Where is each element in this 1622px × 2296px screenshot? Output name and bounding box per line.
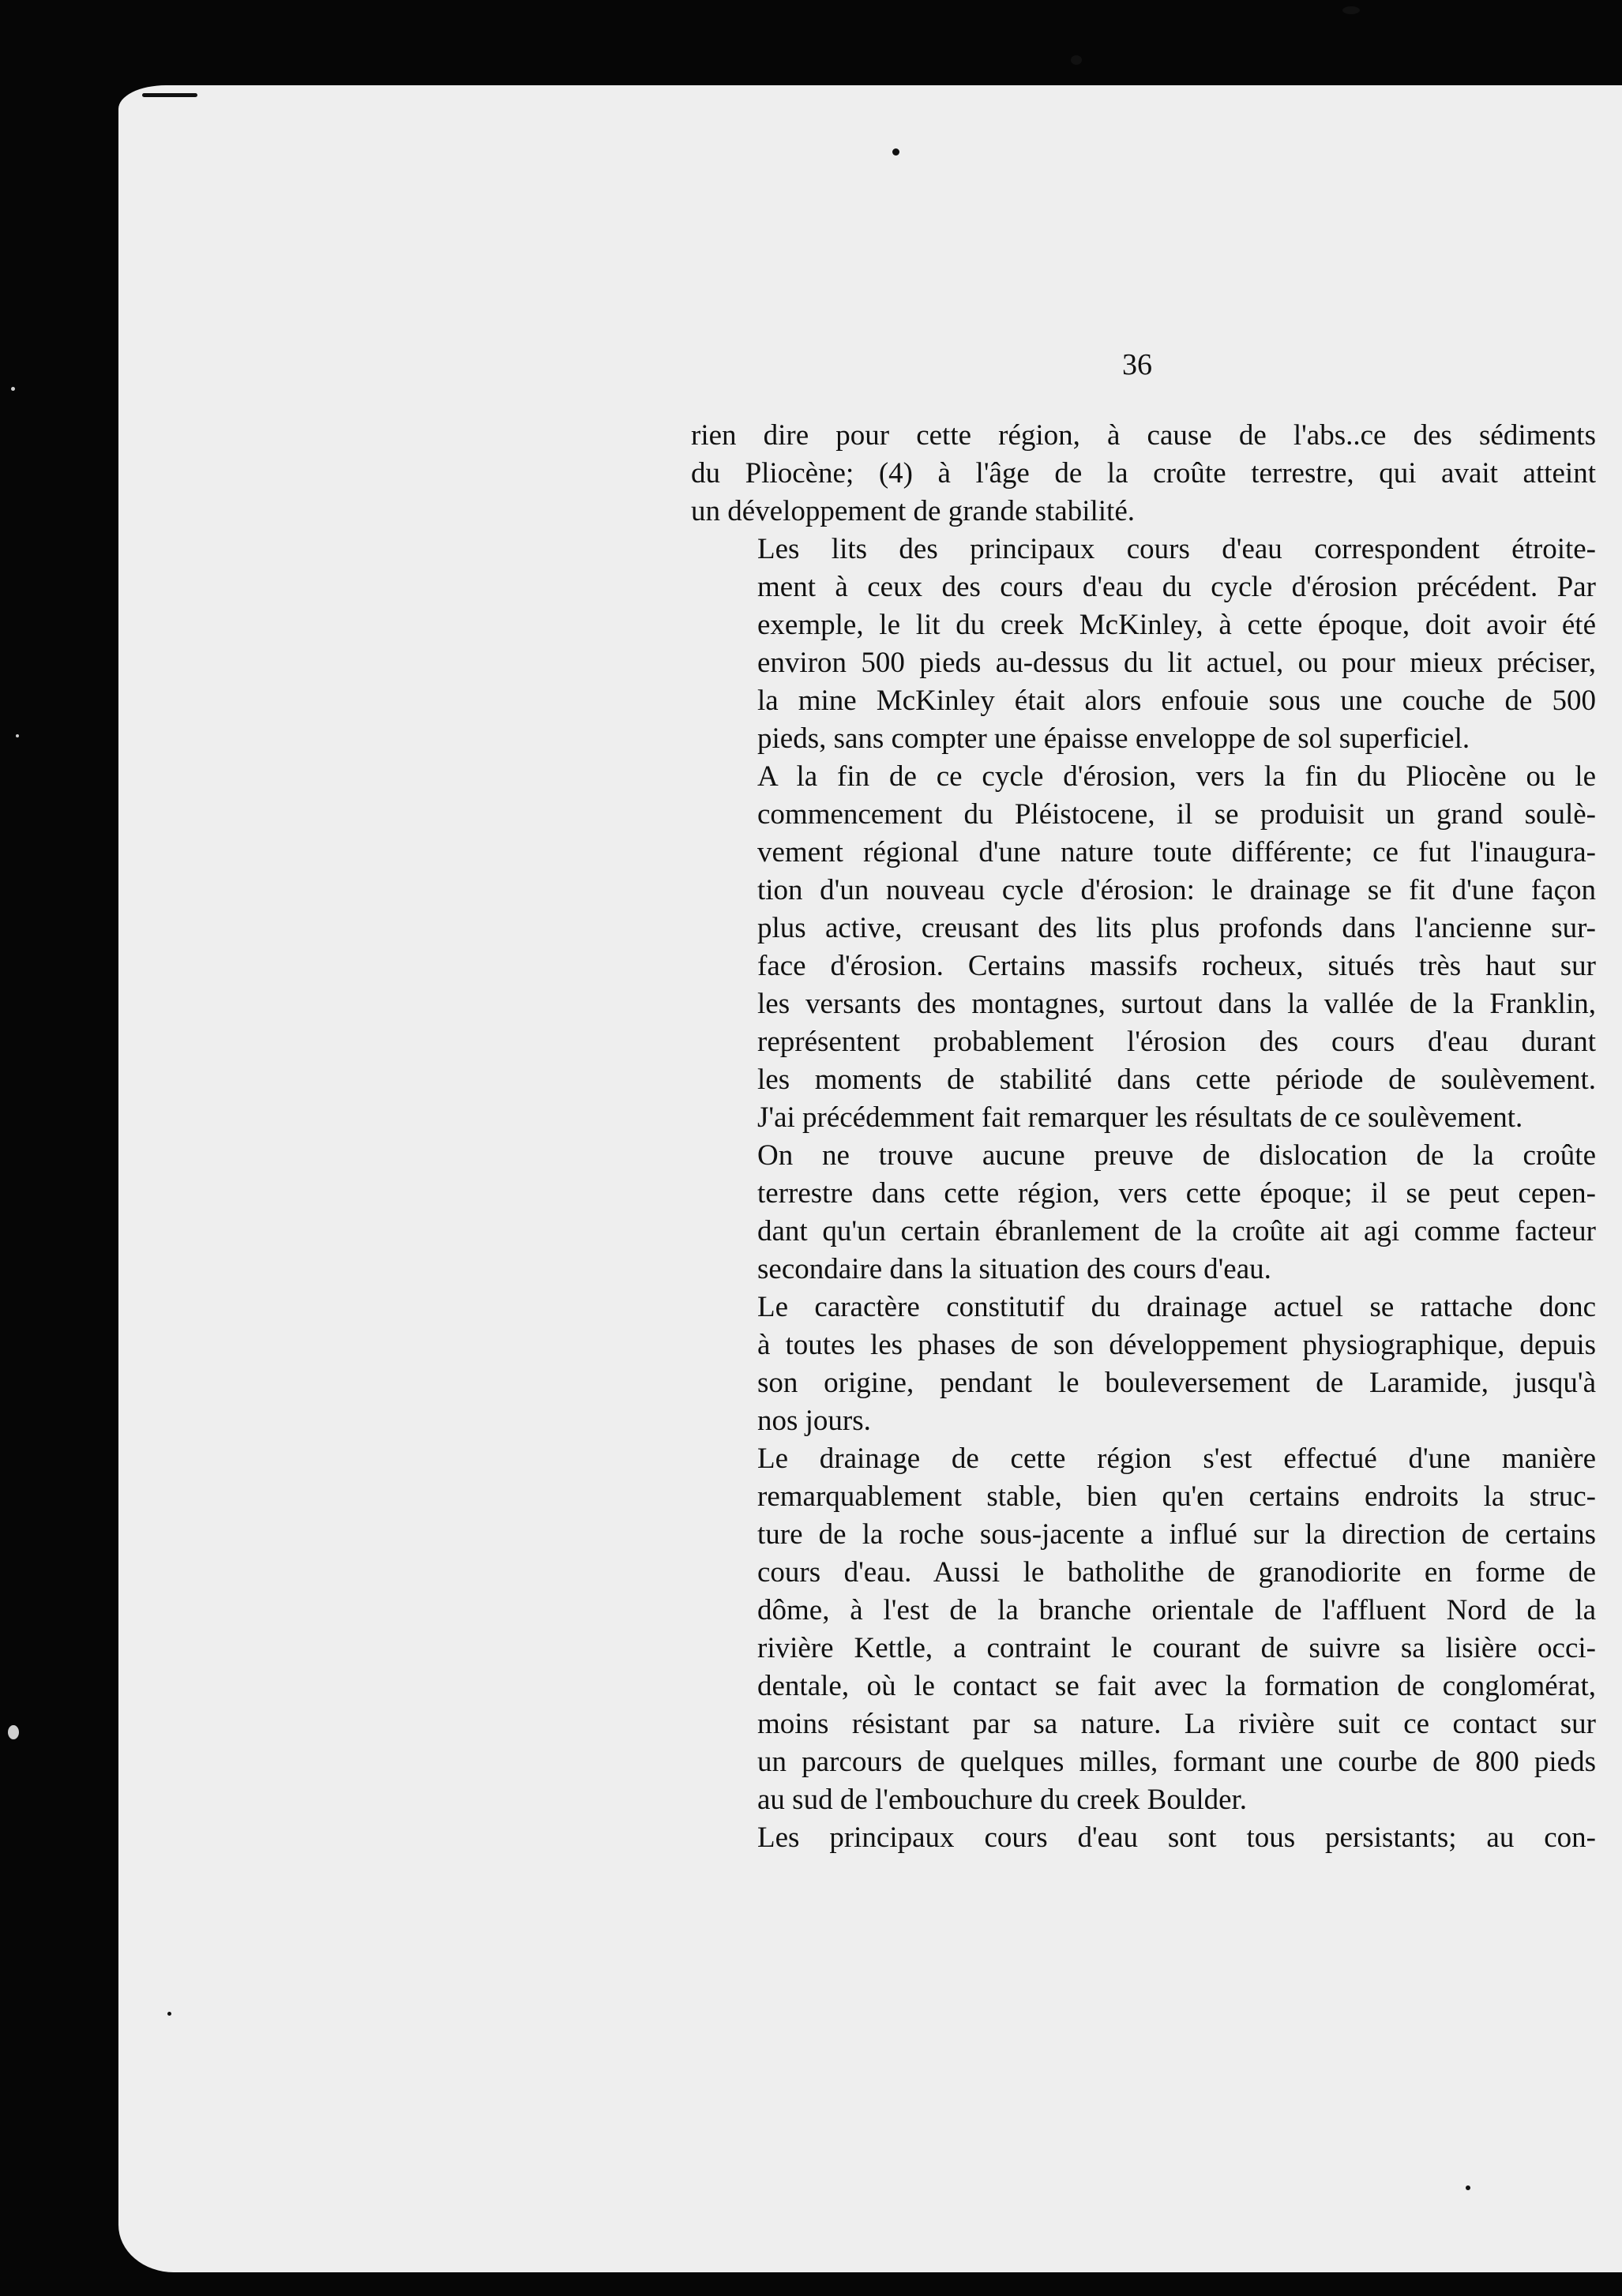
text-line: exemple, le lit du creek McKinley, à cette époque, doit avoir été <box>757 609 1596 641</box>
scan-speck <box>11 387 15 391</box>
text-line: ment à ceux des cours d'eau du cycle d'érosion précédent. Par <box>757 571 1596 603</box>
scan-speck <box>1071 55 1082 65</box>
text-line: nos jours. <box>757 1405 871 1437</box>
text-line: environ 500 pieds au-dessus du lit actuel, ou pour mieux préciser, <box>757 647 1596 679</box>
text-line: A la fin de ce cycle d'érosion, vers la fin du Pliocène ou le <box>757 760 1596 793</box>
text-line: On ne trouve aucune preuve de dislocation de la croûte <box>757 1139 1596 1172</box>
text-line: Les lits des principaux cours d'eau correspondent étroite- <box>757 533 1596 565</box>
text-line: au sud de l'embouchure du creek Boulder. <box>757 1784 1248 1816</box>
text-line: tion d'un nouveau cycle d'érosion: le drainage se fit d'une façon <box>757 874 1596 906</box>
page-speck <box>892 148 899 156</box>
body-text <box>691 417 1596 1857</box>
text-line: remarquablement stable, bien qu'en certains endroits la struc- <box>757 1480 1596 1513</box>
text-line: dentale, où le contact se fait avec la formation de conglomérat, <box>757 1670 1596 1702</box>
text-line: les moments de stabilité dans cette période de soulèvement. <box>757 1064 1596 1096</box>
text-line: Les principaux cours d'eau sont tous persistants; au con- <box>757 1821 1596 1854</box>
page-number: 36 <box>1122 348 1152 381</box>
page-speck <box>142 93 197 97</box>
scan-speck <box>16 734 19 737</box>
text-line: secondaire dans la situation des cours d'eau. <box>757 1253 1271 1285</box>
text-line: pieds, sans compter une épaisse enveloppe de sol superficiel. <box>757 722 1470 755</box>
text-line: cours d'eau. Aussi le batholithe de granodiorite en forme de <box>757 1556 1596 1589</box>
text-line: les versants des montagnes, surtout dans la vallée de la Franklin, <box>757 988 1596 1020</box>
paragraph <box>691 1819 1596 1857</box>
text-line: rivière Kettle, a contraint le courant de suivre sa lisière occi- <box>757 1632 1596 1664</box>
page-speck <box>1466 2185 1470 2190</box>
paragraph <box>691 758 1596 1137</box>
text-line: à toutes les phases de son développement physiographique, depuis <box>757 1329 1596 1361</box>
text-line: moins résistant par sa nature. La rivière suit ce contact sur <box>757 1708 1596 1740</box>
text-line: terrestre dans cette région, vers cette époque; il se peut cepen- <box>757 1177 1596 1210</box>
page-speck <box>167 2012 171 2016</box>
text-line: la mine McKinley était alors enfouie sous une couche de 500 <box>757 685 1596 717</box>
text-line: J'ai précédemment fait remarquer les résultats de ce soulèvement. <box>757 1101 1523 1134</box>
text-line: Le caractère constitutif du drainage actuel se rattache donc <box>757 1291 1596 1323</box>
text-line: Le drainage de cette région s'est effectué d'une manière <box>757 1443 1596 1475</box>
text-line: vement régional d'une nature toute différente; ce fut l'inaugura- <box>757 836 1596 869</box>
paragraph <box>691 1440 1596 1819</box>
text-line: du Pliocène; (4) à l'âge de la croûte terrestre, qui avait atteint <box>691 457 1596 490</box>
text-line: plus active, creusant des lits plus profonds dans l'ancienne sur- <box>757 912 1596 944</box>
paragraph <box>691 1289 1596 1440</box>
text-line: rien dire pour cette région, à cause de l'abs..ce des sédiments <box>691 419 1596 452</box>
text-line: un parcours de quelques milles, formant une courbe de 800 pieds <box>757 1746 1596 1778</box>
text-line: un développement de grande stabilité. <box>691 495 1136 527</box>
paragraph <box>691 531 1596 758</box>
text-line: son origine, pendant le bouleversement de Laramide, jusqu'à <box>757 1367 1596 1399</box>
paragraph <box>691 417 1596 531</box>
text-line: dant qu'un certain ébranlement de la croûte ait agi comme facteur <box>757 1215 1596 1247</box>
text-line: face d'érosion. Certains massifs rocheux, situés très haut sur <box>757 950 1596 982</box>
text-line: commencement du Pléistocene, il se produisit un grand soulè- <box>757 798 1596 831</box>
scan-speck <box>8 1725 19 1739</box>
scan-speck <box>1342 6 1360 14</box>
text-line: dôme, à l'est de la branche orientale de l'affluent Nord de la <box>757 1594 1596 1626</box>
paragraph <box>691 1137 1596 1289</box>
text-line: ture de la roche sous-jacente a influé sur la direction de certains <box>757 1518 1596 1551</box>
text-line: représentent probablement l'érosion des cours d'eau durant <box>757 1026 1596 1058</box>
